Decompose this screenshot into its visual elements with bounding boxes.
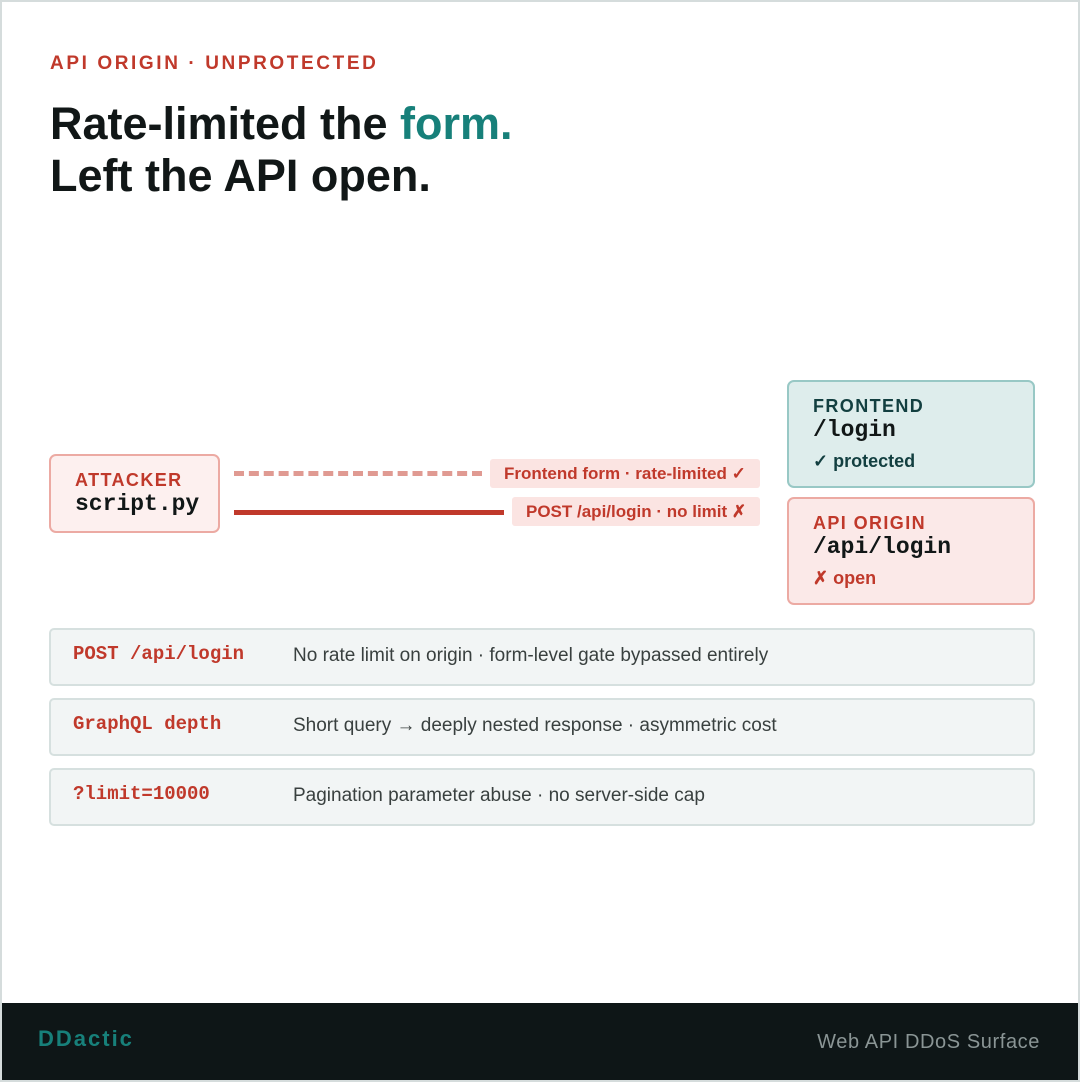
frontend-code: /login	[813, 417, 896, 443]
vector-row	[49, 628, 1035, 686]
frontend-path-line	[234, 471, 482, 476]
headline	[50, 98, 513, 202]
vector-description: No rate limit on origin · form-level gate bypassed entirely	[293, 645, 769, 666]
frontend-status: ✓ protected	[813, 451, 916, 471]
vector-row	[49, 768, 1035, 826]
headline-line1-prefix: Rate-limited the	[50, 98, 401, 149]
api-path-label: POST /api/login · no limit ✗	[512, 497, 760, 526]
frontend-tag: FRONTEND	[813, 396, 925, 416]
attacker-node	[49, 454, 220, 533]
frontend-path-label: Frontend form · rate-limited ✓	[490, 459, 760, 488]
headline-line2: Left the API open.	[50, 150, 431, 201]
eyebrow-label: API ORIGIN · UNPROTECTED	[50, 53, 379, 74]
headline-line1-accent: form.	[400, 98, 513, 149]
brand-logo-text: DDactic	[38, 1026, 134, 1051]
attacker-tag: ATTACKER	[75, 470, 183, 490]
frontend-node	[787, 380, 1035, 488]
vector-key: ?limit=10000	[73, 783, 210, 805]
api-origin-node	[787, 497, 1035, 605]
api-origin-code: /api/login	[813, 534, 952, 560]
api-origin-status: ✗ open	[813, 568, 877, 588]
footer-bar	[2, 1003, 1078, 1080]
vector-key: POST /api/login	[73, 643, 245, 665]
series-title: Web API DDoS Surface	[817, 1031, 1040, 1053]
api-origin-tag: API ORIGIN	[813, 513, 927, 533]
vector-description: Short query → deeply nested response · asymmetric cost	[293, 715, 777, 736]
attacker-code: script.py	[75, 491, 200, 517]
api-path-line	[234, 510, 504, 515]
vector-key: GraphQL depth	[73, 713, 222, 735]
vector-row	[49, 698, 1035, 756]
vector-description: Pagination parameter abuse · no server-side cap	[293, 785, 705, 806]
